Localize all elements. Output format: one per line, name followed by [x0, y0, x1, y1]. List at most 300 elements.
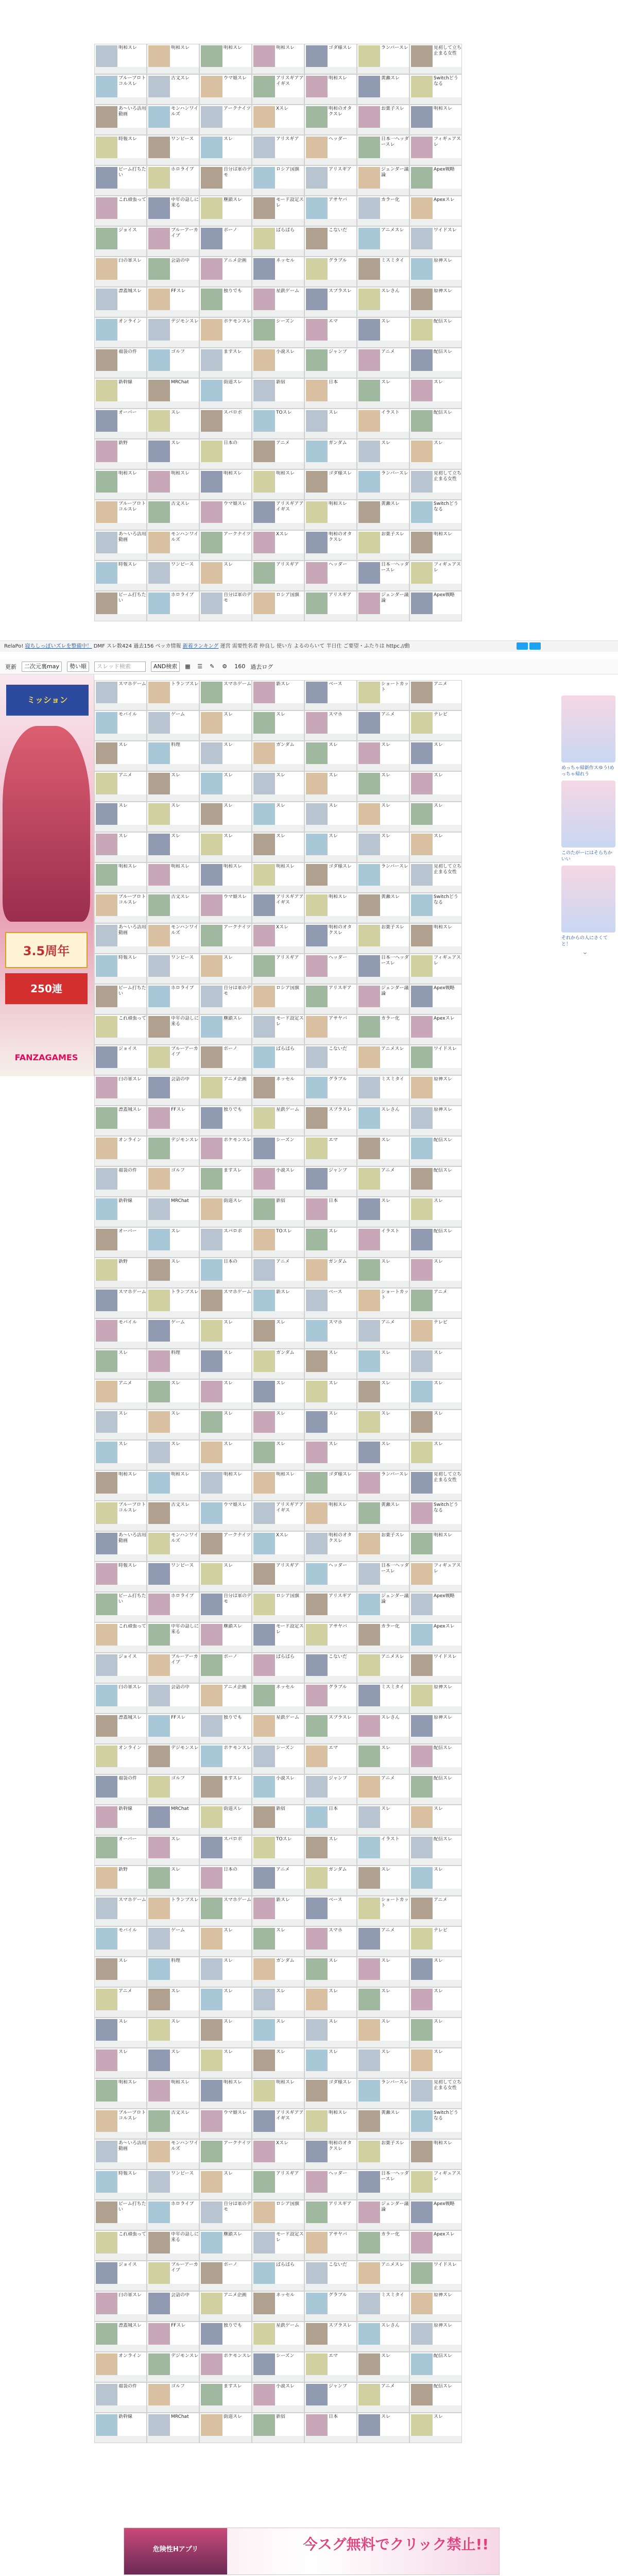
thread-title[interactable]: 原神スレ	[434, 1077, 453, 1082]
thread-title[interactable]: あ～いろ活用動画	[118, 2141, 146, 2151]
thread-cell[interactable]	[147, 1805, 199, 1835]
thread-thumbnail[interactable]	[358, 562, 380, 584]
thread-title[interactable]: 新幹線	[118, 2414, 133, 2419]
thread-thumbnail[interactable]	[411, 1411, 433, 1433]
thread-title[interactable]: スレ	[434, 1958, 443, 1963]
thread-thumbnail[interactable]	[96, 1138, 117, 1159]
thread-cell[interactable]	[304, 317, 357, 348]
thread-cell[interactable]	[409, 1531, 462, 1562]
thread-title[interactable]: こないだ	[329, 2262, 348, 2267]
thread-title[interactable]: スレ	[276, 1381, 286, 1386]
thread-cell[interactable]	[147, 954, 199, 984]
thread-title[interactable]: アークナイツ	[224, 2141, 251, 2146]
thread-cell[interactable]	[304, 802, 357, 832]
thread-thumbnail[interactable]	[96, 1928, 117, 1950]
thread-thumbnail[interactable]	[306, 440, 328, 462]
thread-title[interactable]: ブループロトコルスレ	[118, 501, 146, 512]
thread-cell[interactable]	[94, 1227, 147, 1258]
thread-thumbnail[interactable]	[358, 1776, 380, 1798]
thread-title[interactable]: スレ	[381, 1138, 391, 1143]
thread-title[interactable]: ホロライブ	[171, 1594, 194, 1599]
thread-cell[interactable]	[147, 1349, 199, 1379]
thread-thumbnail[interactable]	[201, 925, 222, 946]
thread-title[interactable]: ランバースレ	[381, 2080, 408, 2085]
thread-title[interactable]: スレ	[434, 2414, 443, 2419]
thread-title[interactable]: Xスレ	[276, 106, 289, 111]
thread-thumbnail[interactable]	[253, 834, 275, 855]
thread-title[interactable]: スレ	[224, 742, 233, 748]
thread-thumbnail[interactable]	[253, 1077, 275, 1098]
thread-cell[interactable]	[94, 2018, 147, 2048]
thread-title[interactable]: Apexスレ	[434, 1016, 455, 1021]
thread-thumbnail[interactable]	[253, 712, 275, 734]
thread-title[interactable]: トランプスレ	[171, 1897, 199, 1903]
thread-thumbnail[interactable]	[306, 228, 328, 249]
thread-title[interactable]: デジモンスレ	[171, 1138, 199, 1143]
thread-title[interactable]: ぱらばら	[276, 1046, 295, 1052]
thread-cell[interactable]	[357, 1744, 409, 1774]
thread-cell[interactable]	[147, 469, 199, 500]
thread-cell[interactable]	[252, 1896, 304, 1926]
thread-thumbnail[interactable]	[411, 2414, 433, 2436]
thread-title[interactable]: アニメ企画	[224, 1077, 247, 1082]
thread-cell[interactable]	[304, 226, 357, 257]
thread-thumbnail[interactable]	[358, 1867, 380, 1889]
thread-cell[interactable]	[252, 1106, 304, 1136]
thread-title[interactable]: 原神スレ	[434, 1715, 453, 1720]
thread-title[interactable]: ワンピース	[171, 955, 194, 960]
thread-thumbnail[interactable]	[148, 349, 170, 371]
thread-thumbnail[interactable]	[411, 1745, 433, 1767]
thread-cell[interactable]	[94, 771, 147, 802]
thread-cell[interactable]	[357, 2078, 409, 2109]
thread-title[interactable]: ジェンダー議論	[381, 986, 409, 996]
thread-title[interactable]: ベース	[329, 682, 342, 687]
thread-title[interactable]: スレさん	[381, 1715, 400, 1720]
thread-title[interactable]: 自分は軍のデモ	[224, 592, 251, 603]
thread-thumbnail[interactable]	[306, 1320, 328, 1342]
thread-title[interactable]: 明和スレ	[434, 106, 453, 111]
thread-cell[interactable]	[252, 2382, 304, 2413]
thread-cell[interactable]	[147, 1470, 199, 1501]
thread-cell[interactable]	[94, 1136, 147, 1166]
thread-title[interactable]: グラブル	[329, 258, 347, 263]
thread-cell[interactable]	[357, 1653, 409, 1683]
thread-cell[interactable]	[199, 591, 252, 621]
thread-cell[interactable]	[252, 1592, 304, 1622]
thread-cell[interactable]	[199, 348, 252, 378]
thread-thumbnail[interactable]	[96, 1563, 117, 1585]
thread-title[interactable]: これ頑張って	[118, 197, 146, 202]
thread-cell[interactable]	[357, 1440, 409, 1470]
thread-title[interactable]: アリスギア	[276, 2171, 299, 2176]
thread-thumbnail[interactable]	[96, 2232, 117, 2253]
thread-thumbnail[interactable]	[306, 349, 328, 371]
thread-title[interactable]: お菓子スレ	[381, 2141, 405, 2146]
sort-select[interactable]: 勢い順	[67, 662, 89, 672]
refresh-button[interactable]: 更新	[5, 663, 16, 670]
thread-title[interactable]: ボーノ	[224, 1654, 237, 1659]
thread-title[interactable]: スレ	[329, 1350, 338, 1355]
thread-cell[interactable]	[252, 1258, 304, 1288]
thread-title[interactable]: ウマ娘スレ	[224, 501, 247, 506]
thread-title[interactable]: Xスレ	[276, 532, 289, 537]
thread-title[interactable]: アニメ	[381, 1320, 395, 1325]
thread-cell[interactable]	[409, 105, 462, 135]
thread-thumbnail[interactable]	[358, 1046, 380, 1068]
thread-title[interactable]: Xスレ	[276, 1533, 289, 1538]
thread-title[interactable]: スレ	[329, 742, 338, 748]
thread-cell[interactable]	[199, 1075, 252, 1106]
thread-title[interactable]: 時報スレ	[118, 1563, 138, 1568]
thread-cell[interactable]	[94, 1592, 147, 1622]
thread-thumbnail[interactable]	[306, 45, 328, 67]
thread-title[interactable]: アサヤバ	[329, 2232, 348, 2237]
thread-thumbnail[interactable]	[201, 803, 222, 825]
thread-title[interactable]: スレ	[276, 834, 286, 839]
thread-cell[interactable]	[199, 2078, 252, 2109]
thread-thumbnail[interactable]	[201, 1928, 222, 1950]
thread-title[interactable]: スレ	[434, 440, 443, 446]
thread-cell[interactable]	[147, 530, 199, 561]
thread-thumbnail[interactable]	[253, 803, 275, 825]
thread-thumbnail[interactable]	[253, 925, 275, 946]
thread-thumbnail[interactable]	[358, 2262, 380, 2284]
thread-title[interactable]: ビーム打ちたい	[118, 986, 146, 996]
thread-cell[interactable]	[357, 771, 409, 802]
thread-cell[interactable]	[304, 1440, 357, 1470]
thread-title[interactable]: アリスギア	[276, 562, 299, 567]
thread-title[interactable]: フィギュアスレ	[434, 2171, 461, 2182]
thread-title[interactable]: スレ	[224, 1411, 233, 1416]
thread-title[interactable]: 会話の中	[171, 258, 190, 263]
thread-cell[interactable]	[252, 378, 304, 409]
thread-title[interactable]: オンライン	[118, 1138, 142, 1143]
thread-thumbnail[interactable]	[253, 197, 275, 219]
thread-cell[interactable]	[409, 862, 462, 893]
thread-title[interactable]: イラスト	[381, 1837, 400, 1842]
thread-title[interactable]: MRChat	[171, 2414, 189, 2419]
thread-thumbnail[interactable]	[96, 45, 117, 67]
thread-thumbnail[interactable]	[306, 712, 328, 734]
thread-thumbnail[interactable]	[253, 1229, 275, 1250]
thread-title[interactable]: 明和スレ	[329, 76, 348, 81]
thread-title[interactable]: スレ	[224, 2049, 233, 2055]
thread-thumbnail[interactable]	[411, 1472, 433, 1494]
thread-cell[interactable]	[94, 1075, 147, 1106]
thread-cell[interactable]	[252, 2018, 304, 2048]
thread-title[interactable]: ヘッダー	[329, 562, 348, 567]
thread-cell[interactable]	[252, 832, 304, 862]
thread-thumbnail[interactable]	[148, 258, 170, 280]
thread-cell[interactable]	[304, 287, 357, 317]
thread-cell[interactable]	[199, 802, 252, 832]
thread-title[interactable]: ゲーム	[171, 1928, 185, 1933]
thread-thumbnail[interactable]	[201, 2384, 222, 2405]
thread-cell[interactable]	[304, 710, 357, 741]
thread-title[interactable]: 時報スレ	[118, 955, 138, 960]
ad-text-1[interactable]: めっちゃ帰新作スゆう!めっちゃ帰れう	[561, 766, 614, 777]
thread-title[interactable]: スレ	[434, 773, 443, 778]
thread-thumbnail[interactable]	[306, 2201, 328, 2223]
thread-title[interactable]: アリスギア	[329, 167, 352, 172]
thread-cell[interactable]	[409, 1318, 462, 1349]
thread-cell[interactable]	[94, 2200, 147, 2230]
thread-thumbnail[interactable]	[411, 986, 433, 1007]
thread-title[interactable]: ワイドスレ	[434, 1046, 457, 1052]
thread-title[interactable]: スマホゲーム	[118, 1897, 146, 1903]
thread-thumbnail[interactable]	[96, 1533, 117, 1554]
thread-title[interactable]: ジェンダー議論	[381, 2201, 409, 2212]
thread-title[interactable]: 日本一ヘッダースレ	[381, 1563, 409, 1574]
thread-title[interactable]: スレ	[171, 2049, 181, 2055]
thread-cell[interactable]	[357, 1288, 409, 1318]
thread-title[interactable]: スレ	[224, 773, 233, 778]
thread-thumbnail[interactable]	[306, 1046, 328, 1068]
thread-cell[interactable]	[199, 530, 252, 561]
thread-title[interactable]: Apexスレ	[434, 1624, 455, 1629]
thread-thumbnail[interactable]	[96, 228, 117, 249]
thread-thumbnail[interactable]	[253, 440, 275, 462]
thread-title[interactable]: 塵鎖スレ	[224, 2232, 243, 2237]
thread-thumbnail[interactable]	[201, 1259, 222, 1281]
thread-title[interactable]: 街道スレ	[224, 1806, 243, 1811]
thread-cell[interactable]	[199, 257, 252, 287]
thread-thumbnail[interactable]	[358, 2384, 380, 2405]
thread-cell[interactable]	[199, 469, 252, 500]
thread-title[interactable]: 黄瀬スレ	[381, 2110, 400, 2115]
thread-cell[interactable]	[409, 1866, 462, 1896]
thread-cell[interactable]	[147, 378, 199, 409]
thread-cell[interactable]	[409, 2200, 462, 2230]
thread-thumbnail[interactable]	[411, 773, 433, 794]
thread-thumbnail[interactable]	[253, 1654, 275, 1676]
thread-title[interactable]: モード設定スレ	[276, 1624, 304, 1635]
thread-title[interactable]: 配信スレ	[434, 410, 453, 415]
thread-title[interactable]: ガンダム	[276, 742, 295, 748]
thread-cell[interactable]	[304, 1288, 357, 1318]
thread-cell[interactable]	[147, 2352, 199, 2382]
thread-cell[interactable]	[199, 771, 252, 802]
thread-title[interactable]: 新スレ	[276, 1897, 290, 1903]
thread-cell[interactable]	[199, 2018, 252, 2048]
thread-cell[interactable]	[147, 1744, 199, 1774]
thread-title[interactable]: アリスギア	[329, 1594, 352, 1599]
thread-cell[interactable]	[199, 165, 252, 196]
thread-title[interactable]: ガンダム	[276, 1350, 295, 1355]
thread-title[interactable]: スレ	[171, 1442, 181, 1447]
thread-thumbnail[interactable]	[411, 1046, 433, 1068]
thread-thumbnail[interactable]	[306, 1077, 328, 1098]
thread-thumbnail[interactable]	[148, 1685, 170, 1706]
thread-thumbnail[interactable]	[358, 1685, 380, 1706]
thread-thumbnail[interactable]	[358, 894, 380, 916]
thread-thumbnail[interactable]	[306, 1472, 328, 1494]
thread-cell[interactable]	[199, 74, 252, 105]
thread-title[interactable]: 黄瀬スレ	[381, 1502, 400, 1507]
thread-cell[interactable]	[147, 2078, 199, 2109]
thread-title[interactable]: ポケモンスレ	[224, 1745, 251, 1751]
thread-cell[interactable]	[409, 44, 462, 74]
thread-thumbnail[interactable]	[253, 1107, 275, 1129]
thread-thumbnail[interactable]	[96, 76, 117, 97]
thread-cell[interactable]	[199, 226, 252, 257]
thread-cell[interactable]	[304, 1866, 357, 1896]
thread-cell[interactable]	[304, 1653, 357, 1683]
thread-cell[interactable]	[147, 348, 199, 378]
thread-title[interactable]: 明和スレ	[434, 925, 453, 930]
thread-cell[interactable]	[199, 862, 252, 893]
thread-title[interactable]: アリスギア	[329, 2201, 352, 2207]
thread-thumbnail[interactable]	[96, 1472, 117, 1494]
thread-cell[interactable]	[147, 1166, 199, 1197]
thread-thumbnail[interactable]	[358, 1897, 380, 1919]
thread-cell[interactable]	[252, 2261, 304, 2291]
thread-thumbnail[interactable]	[358, 742, 380, 764]
thread-title[interactable]: スレ	[171, 1259, 181, 1264]
thread-thumbnail[interactable]	[148, 1745, 170, 1767]
thread-thumbnail[interactable]	[253, 1442, 275, 1463]
thread-thumbnail[interactable]	[148, 228, 170, 249]
thread-thumbnail[interactable]	[411, 228, 433, 249]
thread-title[interactable]: 明和スレ	[434, 1533, 453, 1538]
thread-cell[interactable]	[409, 1562, 462, 1592]
thread-thumbnail[interactable]	[358, 1806, 380, 1828]
thread-cell[interactable]	[252, 287, 304, 317]
thread-thumbnail[interactable]	[148, 1229, 170, 1250]
thread-title[interactable]: Xスレ	[276, 925, 289, 930]
thread-thumbnail[interactable]	[411, 349, 433, 371]
thread-title[interactable]: ゴルフ	[171, 1776, 185, 1781]
thread-thumbnail[interactable]	[411, 137, 433, 158]
thread-cell[interactable]	[304, 561, 357, 591]
thread-cell[interactable]	[94, 500, 147, 530]
thread-thumbnail[interactable]	[201, 2141, 222, 2162]
thread-thumbnail[interactable]	[253, 228, 275, 249]
thread-title[interactable]: ゴダ様スレ	[329, 1472, 352, 1477]
thread-cell[interactable]	[94, 1896, 147, 1926]
thread-thumbnail[interactable]	[96, 2262, 117, 2284]
thread-cell[interactable]	[199, 954, 252, 984]
thread-title[interactable]: スレ	[381, 1198, 391, 1204]
thread-cell[interactable]	[147, 1410, 199, 1440]
thread-title[interactable]: アリスギアアイギス	[276, 894, 304, 905]
thread-thumbnail[interactable]	[253, 106, 275, 128]
thread-title[interactable]: ジェンダー議論	[381, 167, 409, 178]
thread-title[interactable]: アニメスレ	[381, 1654, 404, 1659]
thread-cell[interactable]	[252, 2048, 304, 2078]
thread-cell[interactable]	[357, 2321, 409, 2352]
thread-cell[interactable]	[357, 2352, 409, 2382]
thread-cell[interactable]	[304, 1562, 357, 1592]
thread-cell[interactable]	[252, 500, 304, 530]
thread-thumbnail[interactable]	[253, 289, 275, 310]
thread-title[interactable]: ゴルフ	[171, 1168, 185, 1173]
thread-thumbnail[interactable]	[96, 834, 117, 855]
thread-thumbnail[interactable]	[358, 2293, 380, 2314]
thread-title[interactable]: ワイドスレ	[434, 2262, 457, 2267]
thread-title[interactable]: 自分は軍のデモ	[224, 1594, 251, 1604]
thread-thumbnail[interactable]	[148, 773, 170, 794]
thread-title[interactable]: ベース	[329, 1290, 342, 1295]
thread-thumbnail[interactable]	[253, 2049, 275, 2071]
thread-title[interactable]: 新幹線	[118, 1806, 133, 1811]
thread-thumbnail[interactable]	[358, 1563, 380, 1585]
thread-title[interactable]: ブループロトコルスレ	[118, 894, 146, 905]
share-line-icon[interactable]	[529, 642, 541, 650]
thread-title[interactable]: 見初して立ち止まる女性	[434, 1472, 461, 1483]
thread-thumbnail[interactable]	[411, 925, 433, 946]
thread-title[interactable]: デジモンスレ	[171, 1745, 199, 1751]
thread-thumbnail[interactable]	[148, 1502, 170, 1524]
thread-title[interactable]: スパロボ	[224, 1837, 243, 1842]
thread-title[interactable]: 明和スレ	[224, 1472, 243, 1477]
thread-thumbnail[interactable]	[253, 1715, 275, 1737]
thread-title[interactable]: Apex戦略	[434, 167, 455, 172]
thread-title[interactable]: MRChat	[171, 1198, 189, 1204]
thread-cell[interactable]	[147, 591, 199, 621]
thread-cell[interactable]	[94, 1774, 147, 1805]
thread-title[interactable]: ビーム打ちたい	[118, 2201, 146, 2212]
thread-title[interactable]: ランバースレ	[381, 45, 408, 50]
thread-thumbnail[interactable]	[96, 380, 117, 401]
thread-thumbnail[interactable]	[358, 197, 380, 219]
thread-cell[interactable]	[94, 2321, 147, 2352]
thread-thumbnail[interactable]	[96, 2080, 117, 2102]
thread-title[interactable]: スプラスレ	[329, 289, 352, 294]
thread-thumbnail[interactable]	[201, 1806, 222, 1828]
thread-cell[interactable]	[147, 1866, 199, 1896]
thread-title[interactable]: モード設定スレ	[276, 1016, 304, 1027]
thread-thumbnail[interactable]	[96, 319, 117, 341]
thread-title[interactable]: 明和のオタクスレ	[329, 532, 352, 543]
thread-thumbnail[interactable]	[411, 2232, 433, 2253]
thread-thumbnail[interactable]	[253, 773, 275, 794]
thread-title[interactable]: スレ	[329, 1229, 338, 1234]
thread-thumbnail[interactable]	[96, 1259, 117, 1281]
thread-thumbnail[interactable]	[253, 1290, 275, 1311]
thread-thumbnail[interactable]	[358, 1837, 380, 1858]
thread-title[interactable]: Switchどうなる	[434, 501, 458, 512]
thread-title[interactable]: 星鉄ゲーム	[276, 1107, 300, 1112]
thread-thumbnail[interactable]	[201, 1472, 222, 1494]
thread-title[interactable]: スレ	[381, 1745, 391, 1751]
thread-title[interactable]: アニメスレ	[381, 1046, 404, 1052]
thread-title[interactable]: 古文スレ	[171, 894, 190, 900]
thread-cell[interactable]	[147, 893, 199, 923]
thread-cell[interactable]	[357, 893, 409, 923]
thread-thumbnail[interactable]	[411, 1290, 433, 1311]
thread-thumbnail[interactable]	[411, 106, 433, 128]
thread-cell[interactable]	[409, 832, 462, 862]
thread-title[interactable]: 明和スレ	[329, 501, 348, 506]
thread-cell[interactable]	[409, 1714, 462, 1744]
thread-cell[interactable]	[94, 2382, 147, 2413]
thread-cell[interactable]	[94, 1622, 147, 1653]
thread-cell[interactable]	[252, 1014, 304, 1045]
thread-title[interactable]: 明和スレ	[224, 864, 243, 869]
thread-cell[interactable]	[357, 530, 409, 561]
thread-cell[interactable]	[147, 710, 199, 741]
thread-thumbnail[interactable]	[253, 864, 275, 886]
thread-title[interactable]: スレ	[329, 1958, 338, 1963]
thread-cell[interactable]	[94, 893, 147, 923]
thread-cell[interactable]	[252, 561, 304, 591]
thread-title[interactable]: アニメ	[434, 1290, 448, 1295]
thread-thumbnail[interactable]	[358, 440, 380, 462]
thread-title[interactable]: 日本一ヘッダースレ	[381, 137, 409, 147]
thread-thumbnail[interactable]	[358, 380, 380, 401]
